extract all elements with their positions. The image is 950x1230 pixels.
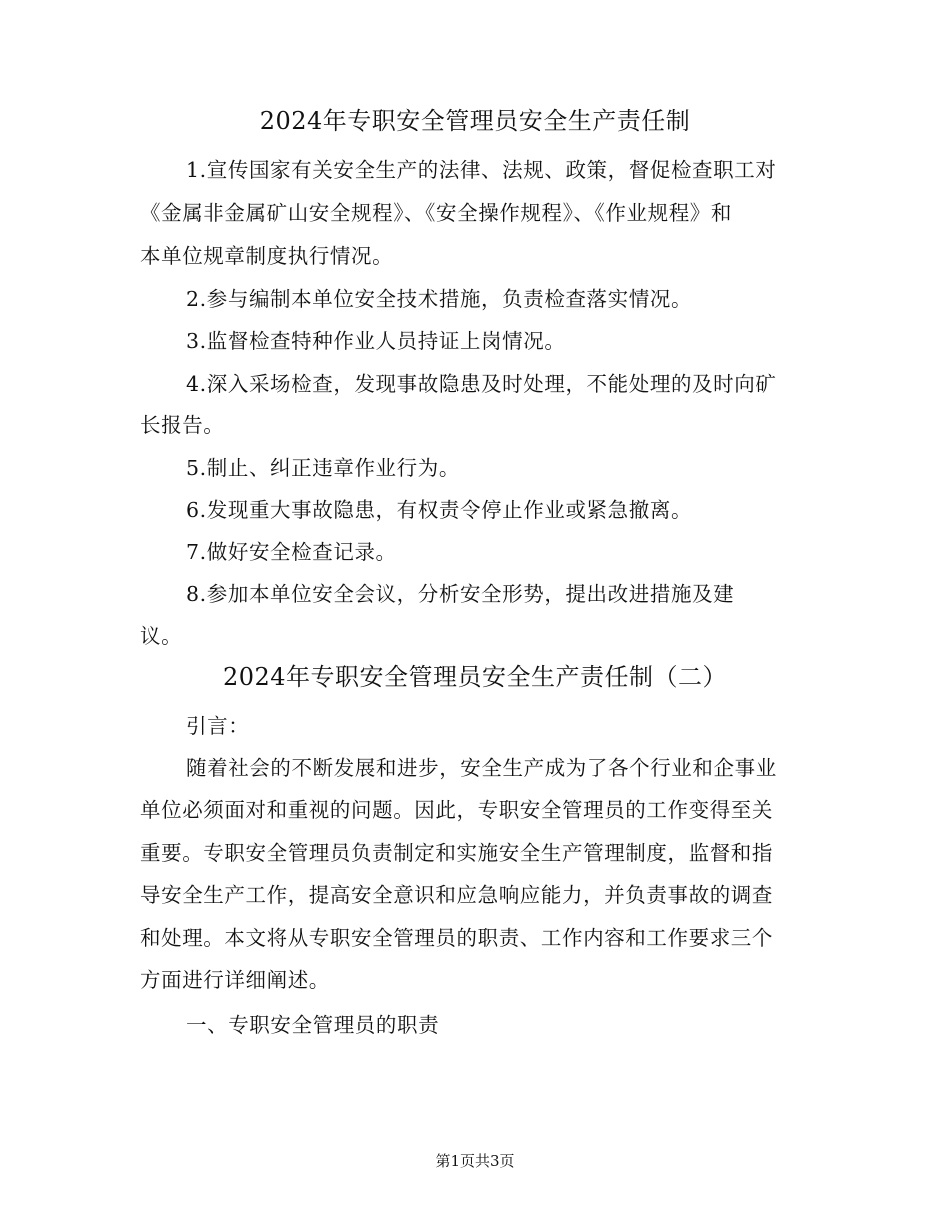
paragraph-line: 7.做好安全检查记录。 <box>186 540 397 564</box>
paragraph-line: 重要。专职安全管理员负责制定和实施安全生产管理制度，监督和指 <box>140 841 773 865</box>
paragraph-line: 议。 <box>140 624 183 648</box>
intro-label: 引言： <box>186 714 250 738</box>
document-title: 2024年专职安全管理员安全生产责任制 <box>259 107 691 135</box>
page-number-footer: 第1页共3页 <box>435 1152 515 1170</box>
paragraph-line: 长报告。 <box>140 413 225 437</box>
section-heading: 一、专职安全管理员的职责 <box>186 1013 440 1037</box>
paragraph-line: 导安全生产工作，提高安全意识和应急响应能力，并负责事故的调查 <box>140 883 773 907</box>
paragraph-line: 4.深入采场检查，发现事故隐患及时处理，不能处理的及时向矿 <box>186 372 777 396</box>
paragraph-line: 《金属非金属矿山安全规程》、《安全操作规程》、《作业规程》和 <box>140 201 732 225</box>
paragraph-line: 6.发现重大事故隐患，有权责令停止作业或紧急撤离。 <box>186 498 693 522</box>
paragraph-line: 和处理。本文将从专职安全管理员的职责、工作内容和工作要求三个 <box>140 926 773 950</box>
paragraph-line: 5.制止、纠正违章作业行为。 <box>186 456 460 480</box>
paragraph-line: 8.参加本单位安全会议，分析安全形势，提出改进措施及建 <box>186 582 735 606</box>
paragraph-line: 随着社会的不断发展和进步，安全生产成为了各个行业和企事业 <box>186 756 777 780</box>
paragraph-line: 本单位规章制度执行情况。 <box>140 244 394 268</box>
paragraph-line: 方面进行详细阐述。 <box>140 968 330 992</box>
section-title: 2024年专职安全管理员安全生产责任制（二） <box>222 663 728 691</box>
paragraph-line: 2.参与编制本单位安全技术措施，负责检查落实情况。 <box>186 287 693 311</box>
paragraph-line: 3.监督检查特种作业人员持证上岗情况。 <box>186 329 566 353</box>
paragraph-line: 单位必须面对和重视的问题。因此，专职安全管理员的工作变得至关 <box>140 798 773 822</box>
paragraph-line: 1.宣传国家有关安全生产的法律、法规、政策，督促检查职工对 <box>186 158 777 182</box>
